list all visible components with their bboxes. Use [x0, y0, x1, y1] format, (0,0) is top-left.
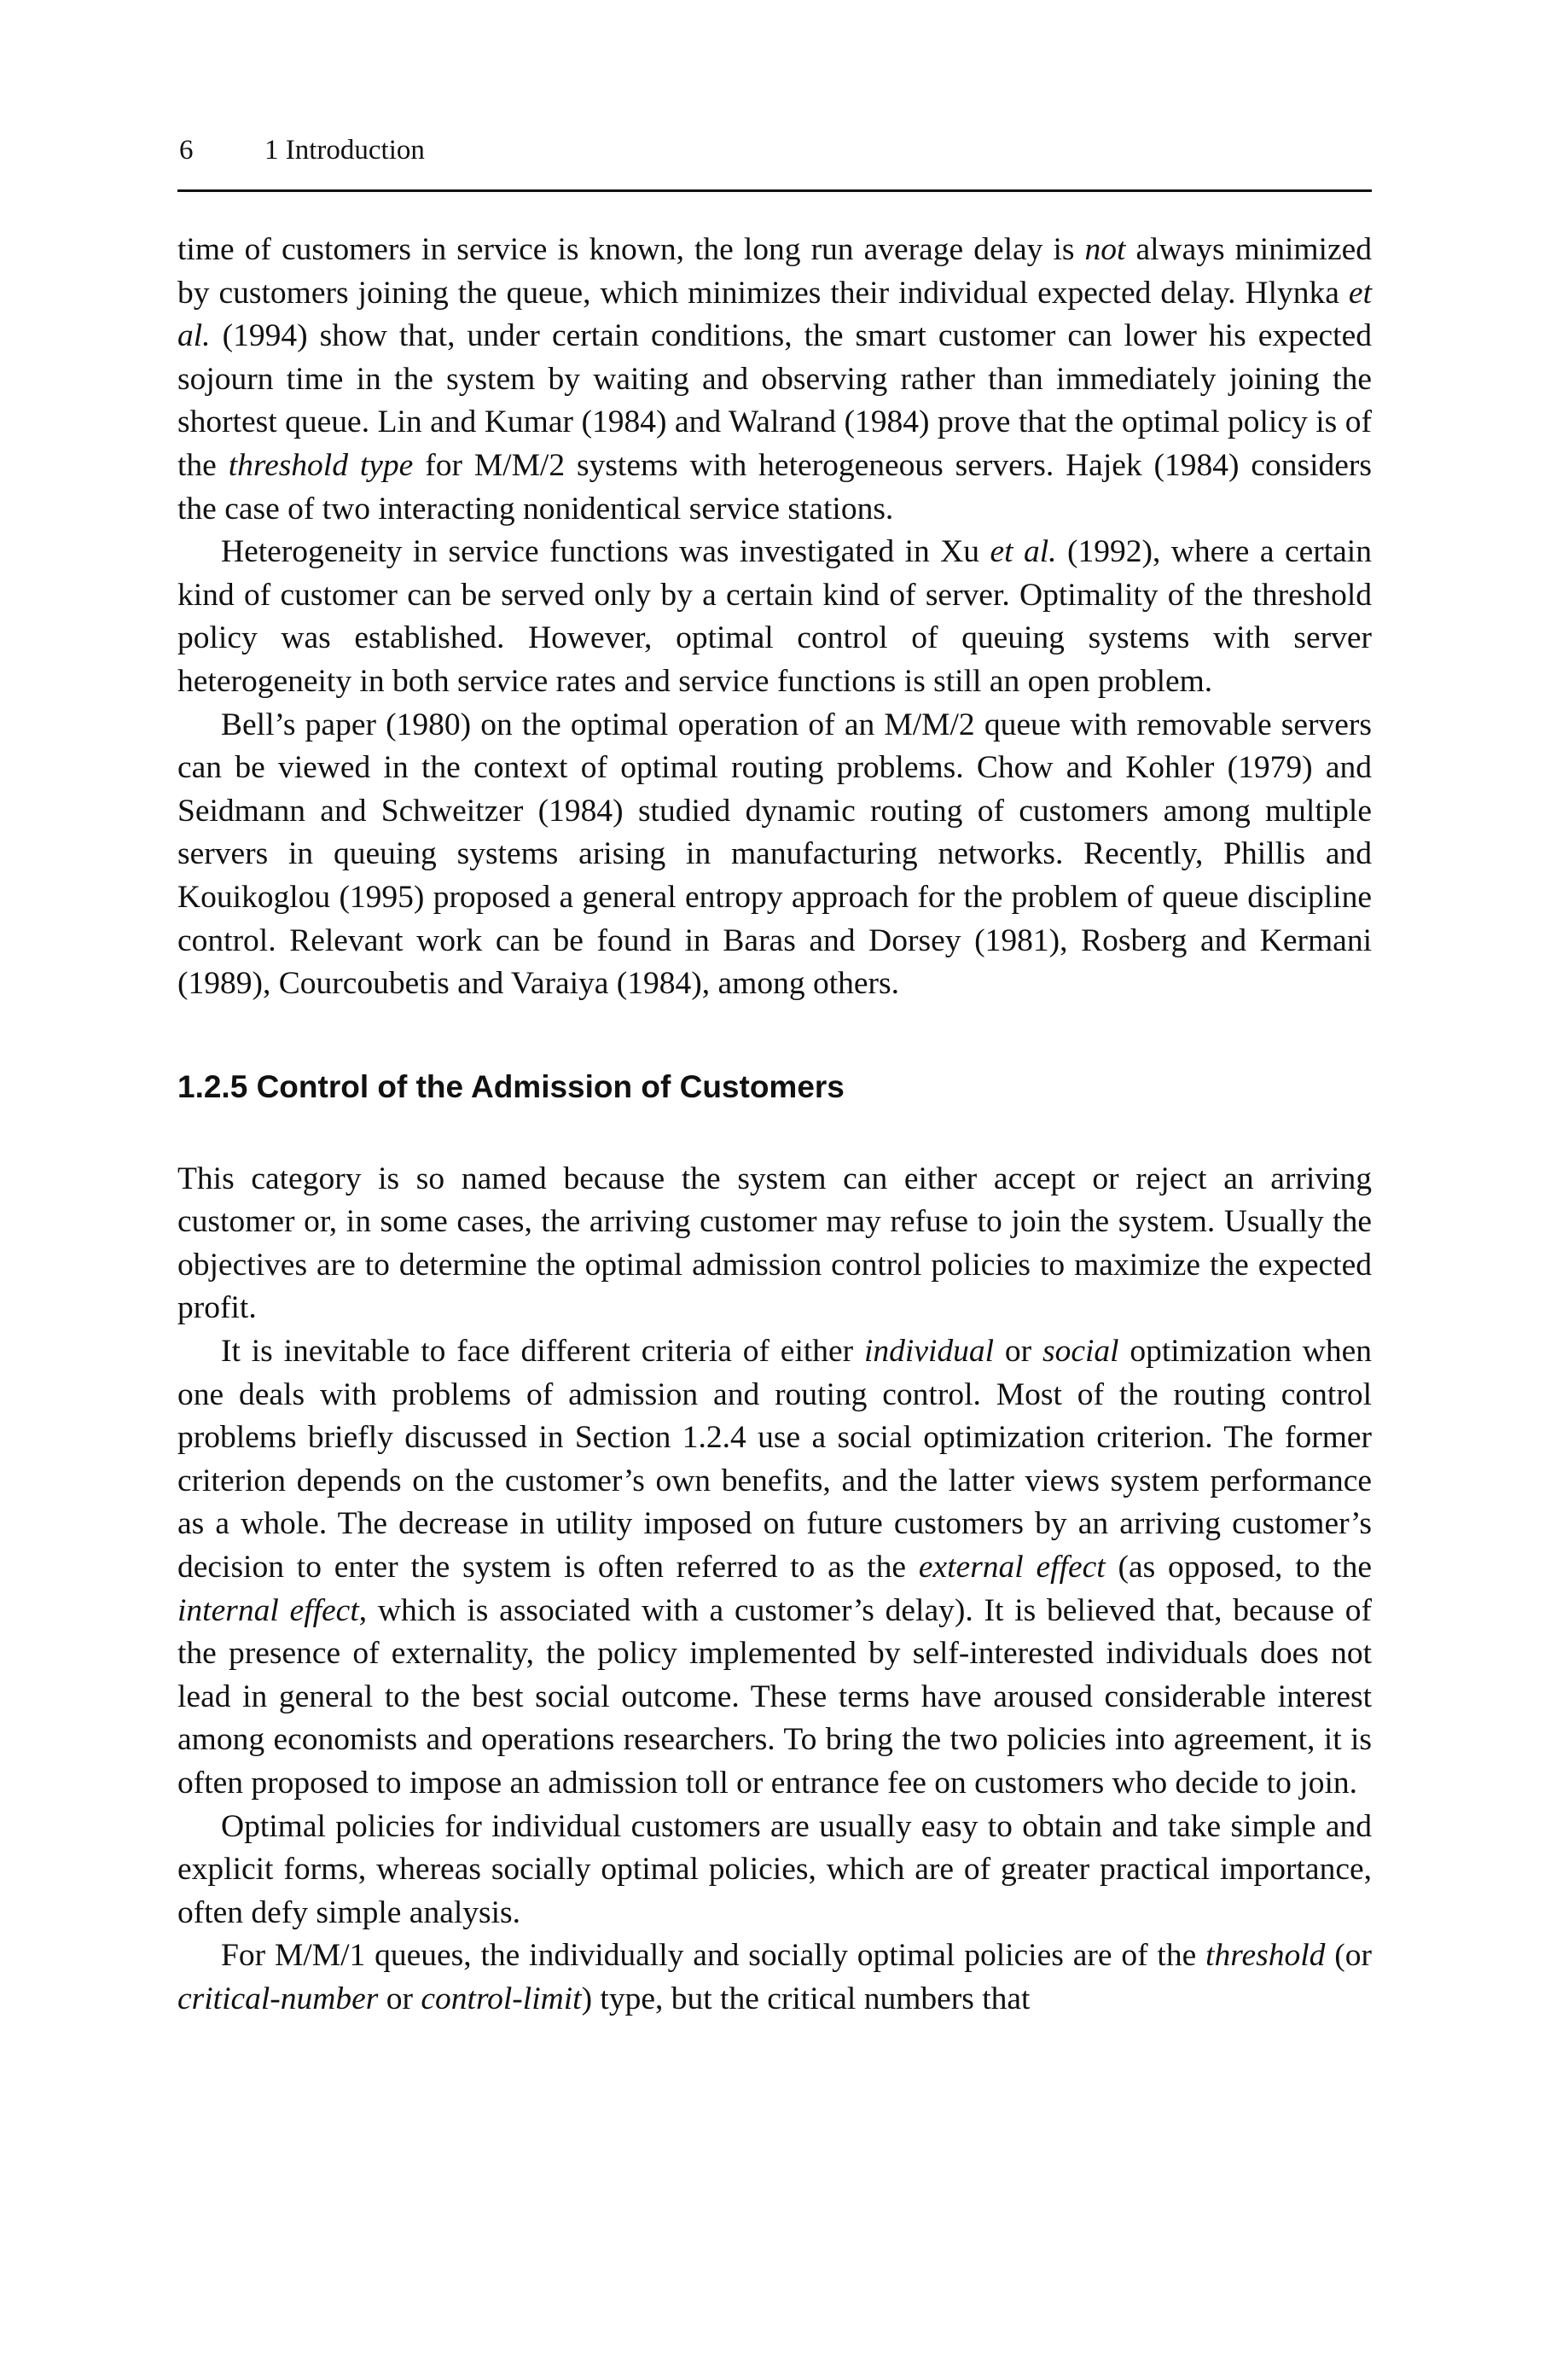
- text-run: (1994) show that, under certain conditions, the smart customer can lower his expected sojourn time in the system by waiting and observing rather than immediately joining the shortest queue. Lin and Kumar (1984) and Walrand (1984) prove that the optimal policy is of the: [177, 318, 1372, 483]
- italic-text: not: [1084, 232, 1126, 267]
- italic-text: threshold type: [228, 447, 414, 483]
- italic-text: individual: [864, 1334, 995, 1370]
- text-run: ) type, but the critical numbers that: [581, 1981, 1031, 2016]
- text-run: It is inevitable to face different criteria of either: [221, 1334, 864, 1370]
- text-run: (or: [1325, 1938, 1372, 1974]
- text-run: time of customers in service is known, the long run average delay is: [177, 232, 1085, 267]
- page-number: 6: [179, 135, 194, 166]
- text-run: Heterogeneity in service functions was investigated in Xu: [221, 534, 990, 570]
- text-run: always minimized by customers joining the queue, which minimizes their individual expected delay. Hlynka: [177, 232, 1373, 311]
- text-run: optimization when one deals with problems of admission and routing control. Most of the routing control problems briefly discussed in Section 1.2.4 use a social optimization criterion. The former criterion depends on the customer’s own benefits, and the latter views system performance as a whole. The decrease in utility imposed on future customers by an arriving customer’s decision to enter the system is often referred to as the: [177, 1334, 1372, 1585]
- italic-text: control-limit: [421, 1981, 582, 2016]
- header-rule: [177, 189, 1372, 192]
- chapter-title: 1 Introduction: [264, 135, 425, 166]
- paragraphs-after-heading: [177, 1158, 1372, 2022]
- italic-text: internal effect: [177, 1592, 359, 1628]
- italic-text: social: [1042, 1334, 1119, 1370]
- italic-text: threshold: [1205, 1938, 1326, 1974]
- paragraph: [177, 1935, 1372, 2021]
- italic-text: et al.: [990, 534, 1057, 570]
- italic-text: critical-number: [177, 1981, 379, 2016]
- section-heading: 1.2.5 Control of the Admission of Customers: [177, 1068, 845, 1104]
- text-run: or: [994, 1334, 1042, 1370]
- paragraph: [177, 1330, 1372, 1806]
- running-header: [177, 135, 1372, 169]
- paragraph: [177, 1806, 1372, 1935]
- italic-text: external effect: [918, 1550, 1106, 1585]
- body-text: [177, 229, 1372, 2022]
- text-run: or: [378, 1981, 421, 2016]
- paragraph: [177, 1158, 1372, 1330]
- text-run: For M/M/1 queues, the individually and socially optimal policies are of the: [221, 1938, 1206, 1974]
- paragraph: [177, 531, 1372, 703]
- paragraphs-before-heading: [177, 229, 1372, 1006]
- paragraph: [177, 704, 1372, 1006]
- text-run: Bell’s paper (1980) on the optimal operation of an M/M/2 queue with removable servers can be viewed in the context of optimal routing problems. Chow and Kohler (1979) and Seidmann and Schweitzer (1984) studied dynamic routing of customers among multiple servers in queuing systems arising in manufacturing networks. Recently, Phillis and Kouikoglou (1995) proposed a general entropy approach for the problem of queue discipline control. Relevant work can be found in Baras and Dorsey (1981), Rosberg and Kermani (1989), Courcoubetis and Varaiya (1984), among others.: [177, 707, 1372, 1002]
- paragraph: [177, 229, 1372, 531]
- text-run: This category is so named because the system can either accept or reject an arriving customer or, in some cases, the arriving customer may refuse to join the system. Usually the objectives are to determine the optimal admission control policies to maximize the expected profit.: [177, 1161, 1372, 1326]
- text-run: , which is associated with a customer’s delay). It is believed that, because of the presence of externality, the policy implemented by self-interested individuals does not lead in general to the best social outcome. These terms have aroused considerable interest among economists and operations researchers. To bring the two policies into agreement, it is often proposed to impose an admission toll or entrance fee on customers who decide to join.: [177, 1592, 1372, 1801]
- text-run: (1992), where a certain kind of customer can be served only by a certain kind of server. Optimality of the threshold policy was established. However, optimal control of queuing systems with server heterogeneity in both service rates and service functions is still an open problem.: [177, 534, 1372, 699]
- text-run: Optimal policies for individual customers are usually easy to obtain and take simple and explicit forms, whereas socially optimal policies, which are of greater practical importance, often defy simple analysis.: [177, 1808, 1372, 1930]
- italic-text: et al.: [177, 275, 1372, 354]
- text-run: for M/M/2 systems with heterogeneous servers. Hajek (1984) considers the case of two interacting nonidentical service stations.: [177, 447, 1372, 527]
- text-run: (as opposed, to the: [1105, 1550, 1372, 1585]
